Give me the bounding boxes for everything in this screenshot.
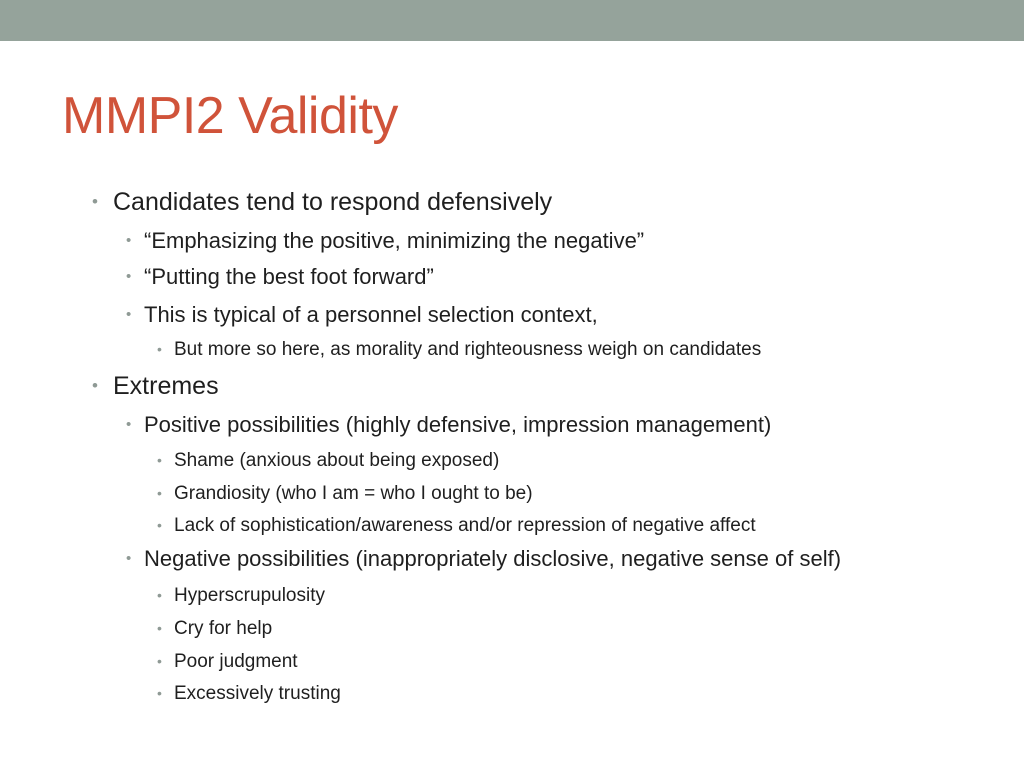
bullet-marker: • bbox=[92, 376, 98, 395]
bullet-item bbox=[157, 584, 325, 607]
bullet-text: Poor judgment bbox=[174, 651, 298, 672]
bullet-text: Positive possibilities (highly defensive, impression management) bbox=[144, 412, 772, 437]
bullet-text: Hyperscrupulosity bbox=[174, 585, 325, 606]
bullet-text: Cry for help bbox=[174, 618, 273, 639]
bullet-text: Grandiosity (who I am = who I ought to be) bbox=[174, 483, 533, 504]
bullet-marker: • bbox=[92, 192, 98, 211]
bullet-item bbox=[157, 650, 298, 673]
bullet-text: Negative possibilities (inappropriately disclosive, negative sense of self) bbox=[144, 546, 842, 571]
bullet-marker: • bbox=[157, 341, 162, 357]
bullet-marker: • bbox=[157, 485, 162, 501]
slide-title: MMPI2 Validity bbox=[62, 87, 398, 145]
bullet-item bbox=[92, 371, 219, 401]
bullet-text: Excessively trusting bbox=[174, 683, 341, 704]
bullet-item bbox=[126, 412, 772, 438]
bullet-marker: • bbox=[126, 268, 132, 285]
bullet-item bbox=[157, 449, 500, 472]
bullet-marker: • bbox=[126, 306, 132, 323]
bullet-item bbox=[126, 264, 434, 290]
bullet-marker: • bbox=[126, 416, 132, 433]
bullet-item bbox=[157, 682, 341, 705]
bullet-item bbox=[126, 546, 842, 572]
bullet-item bbox=[126, 228, 645, 254]
bullet-text: Lack of sophistication/awareness and/or repression of negative affect bbox=[174, 515, 756, 536]
bullet-item bbox=[157, 482, 533, 505]
bullet-marker: • bbox=[126, 232, 132, 249]
bullet-item bbox=[157, 514, 756, 537]
bullet-text: “Putting the best foot forward” bbox=[144, 264, 434, 289]
bullet-marker: • bbox=[157, 587, 162, 603]
bullet-item bbox=[157, 617, 273, 640]
bullet-text: Extremes bbox=[113, 372, 219, 400]
bullet-text: This is typical of a personnel selection context, bbox=[144, 302, 598, 327]
bullet-marker: • bbox=[157, 620, 162, 636]
bullet-marker: • bbox=[157, 517, 162, 533]
bullet-text: “Emphasizing the positive, minimizing the negative” bbox=[144, 228, 645, 253]
bullet-marker: • bbox=[126, 550, 132, 567]
bullet-marker: • bbox=[157, 452, 162, 468]
bullet-marker: • bbox=[157, 653, 162, 669]
bullet-item bbox=[157, 338, 762, 361]
bullet-marker: • bbox=[157, 685, 162, 701]
bullet-item bbox=[92, 187, 553, 217]
bullet-text: Shame (anxious about being exposed) bbox=[174, 450, 500, 471]
bullet-text: But more so here, as morality and righteousness weigh on candidates bbox=[174, 339, 762, 360]
bullet-text: Candidates tend to respond defensively bbox=[113, 188, 553, 216]
bullet-item bbox=[126, 302, 598, 328]
